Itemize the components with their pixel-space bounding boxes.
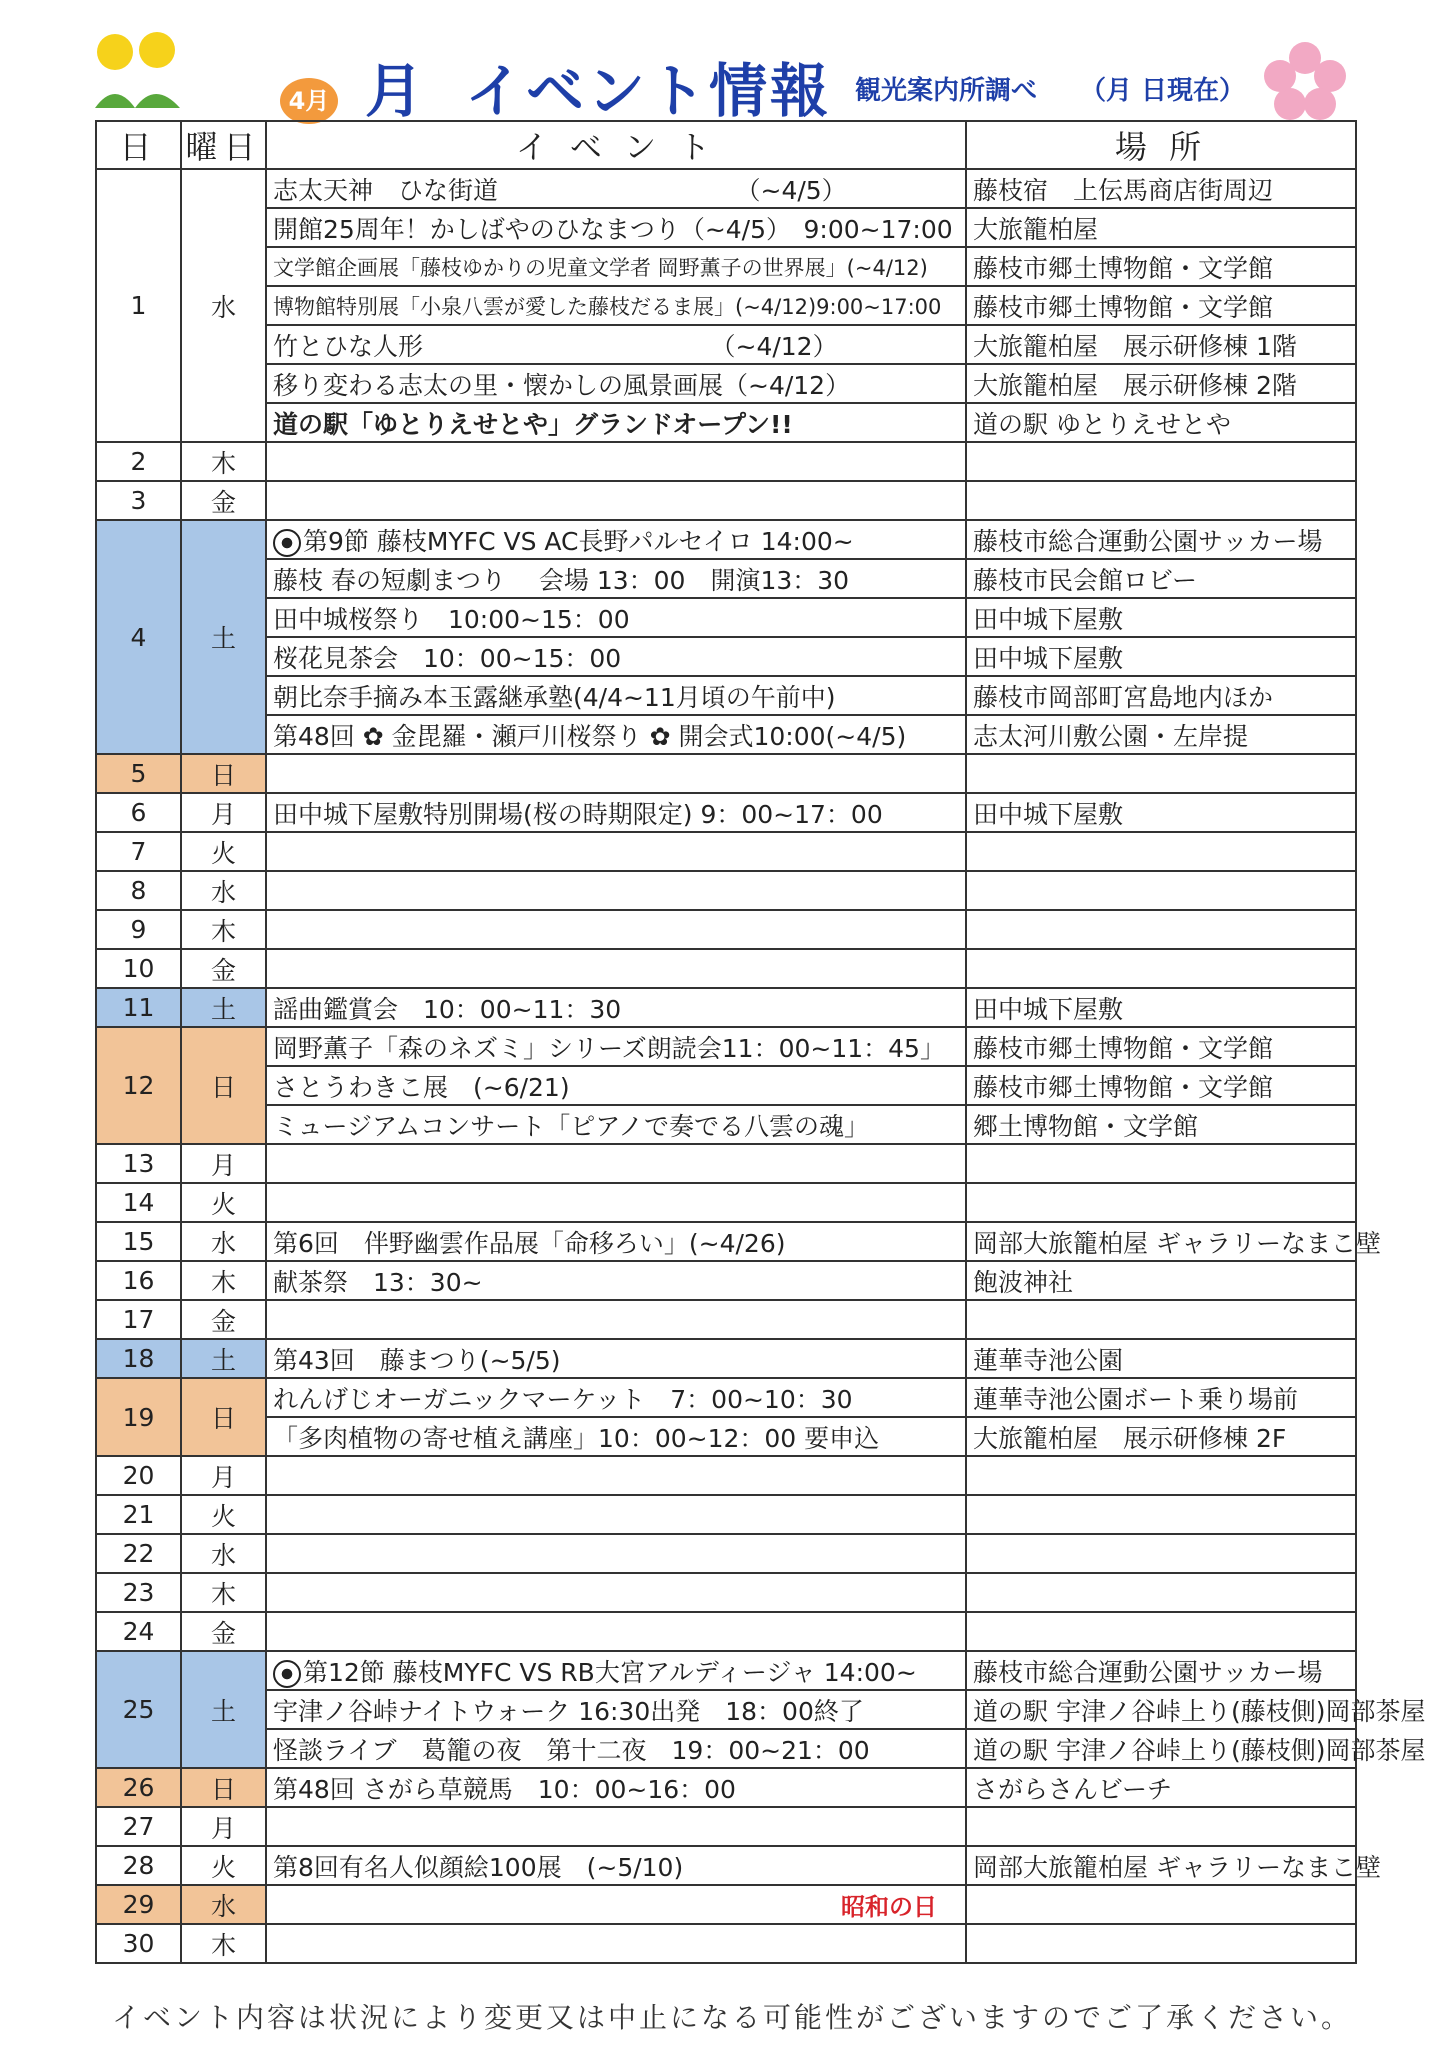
day-cell: 21 (96, 1495, 181, 1534)
event-cell (266, 1417, 966, 1456)
event-cell (266, 1144, 966, 1183)
day-cell: 19 (96, 1378, 181, 1456)
event-cell (266, 1378, 966, 1417)
event-cell (266, 754, 966, 793)
day-cell: 8 (96, 871, 181, 910)
place-cell (966, 910, 1356, 949)
day-cell: 26 (96, 1768, 181, 1807)
event-cell (266, 520, 966, 559)
day-cell: 10 (96, 949, 181, 988)
event-cell (266, 1066, 966, 1105)
day-cell: 20 (96, 1456, 181, 1495)
table-row (96, 1534, 1356, 1573)
event-cell (266, 1456, 966, 1495)
place-cell: 藤枝市総合運動公園サッカー場 (966, 520, 1356, 559)
col-event: イ ベ ン ト (266, 121, 966, 169)
event-text: 朝比奈手摘み本玉露継承塾(4/4~11月頃の午前中) (273, 682, 836, 712)
event-cell (266, 169, 966, 208)
place-cell: さがらさんビーチ (966, 1768, 1356, 1807)
place-cell: 田中城下屋敷 (966, 793, 1356, 832)
event-cell (266, 871, 966, 910)
weekday-cell: 木 (181, 1261, 266, 1300)
event-text: 岡野薫子「森のネズミ」シリーズ朗読会11：00~11：45」 (273, 1033, 945, 1063)
event-cell (266, 676, 966, 715)
weekday-cell: 金 (181, 1612, 266, 1651)
table-row (96, 1651, 1356, 1690)
weekday-cell: 火 (181, 1183, 266, 1222)
as-of-label: （月 日現在） (1080, 76, 1246, 106)
event-text: 第6回 伴野幽雲作品展「命移ろい」(~4/26) (273, 1228, 786, 1258)
weekday-cell: 土 (181, 1339, 266, 1378)
table-row (96, 1456, 1356, 1495)
weekday-cell: 月 (181, 1456, 266, 1495)
weekday-cell: 水 (181, 871, 266, 910)
place-cell (966, 832, 1356, 871)
dandelion-icon (85, 30, 195, 110)
event-text: ミュージアムコンサート「ピアノで奏でる八雲の魂」 (273, 1111, 870, 1141)
event-cell (266, 1768, 966, 1807)
table-row (96, 1924, 1356, 1963)
event-calendar-table (95, 120, 1426, 1964)
month-badge: 4月 (280, 78, 338, 124)
soccer-ball-icon (273, 529, 301, 557)
event-cell (266, 598, 966, 637)
day-cell: 22 (96, 1534, 181, 1573)
event-text: 博物館特別展「小泉八雲が愛した藤枝だるま展」(~4/12)9:00~17:00 (273, 294, 942, 319)
table-row (96, 1144, 1356, 1183)
event-text: 怪談ライブ 葛籠の夜 第十二夜 19：00~21：00 (273, 1735, 870, 1765)
table-row (96, 637, 1356, 676)
table-row (96, 169, 1356, 208)
table-row (96, 1417, 1356, 1456)
event-text: 藤枝 春の短劇まつり 会場 13：00 開演13：30 (273, 565, 850, 595)
place-cell (966, 871, 1356, 910)
place-cell: 郷土博物館・文学館 (966, 1105, 1356, 1144)
weekday-cell: 金 (181, 1300, 266, 1339)
page-title: イベント情報 (465, 57, 832, 125)
event-cell (266, 1495, 966, 1534)
table-row (96, 1027, 1356, 1066)
place-cell: 蓮華寺池公園 (966, 1339, 1356, 1378)
month-label: 月 (365, 57, 426, 125)
event-cell (266, 1339, 966, 1378)
weekday-cell: 水 (181, 1885, 266, 1924)
event-cell (266, 403, 966, 442)
event-cell (266, 1612, 966, 1651)
table-row (96, 1105, 1356, 1144)
day-cell: 6 (96, 793, 181, 832)
event-cell (266, 481, 966, 520)
weekday-cell: 月 (181, 1144, 266, 1183)
table-row (96, 403, 1356, 442)
place-cell: 藤枝市総合運動公園サッカー場 (966, 1651, 1356, 1690)
event-cell (266, 364, 966, 403)
place-cell: 道の駅 宇津ノ谷峠上り(藤枝側)岡部茶屋 (966, 1729, 1356, 1768)
weekday-cell: 金 (181, 949, 266, 988)
day-cell: 11 (96, 988, 181, 1027)
place-cell (966, 1807, 1356, 1846)
weekday-cell: 土 (181, 520, 266, 754)
event-text: 「多肉植物の寄せ植え講座」10：00~12：00 要申込 (273, 1423, 880, 1453)
place-cell: 藤枝宿 上伝馬商店街周辺 (966, 169, 1356, 208)
event-cell (266, 208, 966, 247)
place-cell (966, 754, 1356, 793)
table-row (96, 1729, 1356, 1768)
place-cell (966, 481, 1356, 520)
table-row (96, 793, 1356, 832)
place-cell: 大旅籠柏屋 展示研修棟 1階 (966, 325, 1356, 364)
day-cell: 5 (96, 754, 181, 793)
table-row (96, 1300, 1356, 1339)
event-cell (266, 1300, 966, 1339)
disclaimer: イベント内容は状況により変更又は中止になる可能性がございますのでご了承ください。 (112, 2001, 1353, 2034)
event-text: 第48回 ✿ 金毘羅・瀬戸川桜祭り ✿ 開会式10:00(~4/5) (273, 721, 907, 751)
table-row (96, 1612, 1356, 1651)
table-row (96, 520, 1356, 559)
table-row (96, 1690, 1356, 1729)
place-cell (966, 1534, 1356, 1573)
place-cell: 田中城下屋敷 (966, 637, 1356, 676)
event-text: 謡曲鑑賞会 10：00~11：30 (273, 994, 622, 1024)
place-cell: 志太河川敷公園・左岸提 (966, 715, 1356, 754)
day-cell: 30 (96, 1924, 181, 1963)
event-text: さとうわきこ展 (~6/21) (273, 1072, 570, 1102)
weekday-cell: 月 (181, 793, 266, 832)
place-cell: 岡部大旅籠柏屋 ギャラリーなまこ壁 (966, 1222, 1356, 1261)
table-row (96, 1573, 1356, 1612)
event-cell (266, 1105, 966, 1144)
event-cell (266, 910, 966, 949)
event-text: 第12節 藤枝MYFC VS RB大宮アルディージャ 14:00~ (303, 1657, 917, 1687)
event-cell (266, 1846, 966, 1885)
event-cell (266, 1885, 966, 1924)
weekday-cell: 土 (181, 988, 266, 1027)
event-text: 第8回有名人似顔絵100展 (~5/10) (273, 1852, 684, 1882)
event-cell (266, 949, 966, 988)
event-text: 第48回 さがら草競馬 10：00~16：00 (273, 1774, 736, 1804)
place-cell: 藤枝市郷土博物館・文学館 (966, 1066, 1356, 1105)
place-cell: 飽波神社 (966, 1261, 1356, 1300)
table-row (96, 1066, 1356, 1105)
weekday-cell: 日 (181, 754, 266, 793)
place-cell: 藤枝市郷土博物館・文学館 (966, 247, 1356, 286)
place-cell (966, 1885, 1356, 1924)
event-cell (266, 559, 966, 598)
table-row (96, 364, 1356, 403)
weekday-cell: 火 (181, 1846, 266, 1885)
weekday-cell: 金 (181, 481, 266, 520)
event-cell (266, 1027, 966, 1066)
place-cell: 田中城下屋敷 (966, 988, 1356, 1027)
place-cell: 大旅籠柏屋 (966, 208, 1356, 247)
event-cell (266, 988, 966, 1027)
weekday-cell: 火 (181, 832, 266, 871)
event-text: 第43回 藤まつり(~5/5) (273, 1345, 561, 1375)
table-row (96, 325, 1356, 364)
event-cell (266, 325, 966, 364)
event-text: 田中城桜祭り 10:00~15：00 (273, 604, 630, 634)
event-cell (266, 1261, 966, 1300)
col-weekday: 曜日 (181, 121, 266, 169)
event-cell (266, 442, 966, 481)
place-cell (966, 1495, 1356, 1534)
weekday-cell: 水 (181, 169, 266, 442)
event-cell (266, 715, 966, 754)
event-cell (266, 1651, 966, 1690)
weekday-cell: 日 (181, 1768, 266, 1807)
event-cell (266, 1807, 966, 1846)
table-row (96, 832, 1356, 871)
survey-label: 観光案内所調べ (855, 76, 1038, 106)
place-cell: 藤枝市民会館ロビー (966, 559, 1356, 598)
place-cell (966, 1612, 1356, 1651)
event-text: 田中城下屋敷特別開場(桜の時期限定) 9：00~17：00 (273, 799, 883, 829)
weekday-cell: 木 (181, 1573, 266, 1612)
event-cell (266, 1924, 966, 1963)
table-row (96, 208, 1356, 247)
place-cell: 岡部大旅籠柏屋 ギャラリーなまこ壁 (966, 1846, 1356, 1885)
table-row (96, 715, 1356, 754)
soccer-ball-icon (273, 1660, 301, 1688)
place-cell: 蓮華寺池公園ボート乗り場前 (966, 1378, 1356, 1417)
day-cell: 17 (96, 1300, 181, 1339)
weekday-cell: 水 (181, 1222, 266, 1261)
table-row (96, 286, 1356, 325)
page-header (95, 40, 1355, 125)
place-cell (966, 1300, 1356, 1339)
day-cell: 12 (96, 1027, 181, 1144)
table-row (96, 676, 1356, 715)
event-text: 宇津ノ谷峠ナイトウォーク 16:30出発 18：00終了 (273, 1696, 864, 1726)
event-text: 移り変わる志太の里・懐かしの風景画展（~4/12） (273, 370, 851, 400)
event-cell (266, 1183, 966, 1222)
weekday-cell: 木 (181, 1924, 266, 1963)
place-cell (966, 1924, 1356, 1963)
weekday-cell: 火 (181, 1495, 266, 1534)
place-cell: 藤枝市郷土博物館・文学館 (966, 1027, 1356, 1066)
event-cell (266, 637, 966, 676)
day-cell: 4 (96, 520, 181, 754)
event-text: 志太天神 ひな街道 （~4/5） (273, 175, 847, 205)
event-text: 道の駅「ゆとりえせとや」グランドオープン!! (273, 409, 793, 439)
place-cell (966, 1456, 1356, 1495)
event-text: 文学館企画展「藤枝ゆかりの児童文学者 岡野薫子の世界展」(~4/12) (273, 255, 928, 280)
place-cell (966, 1573, 1356, 1612)
table-row (96, 1495, 1356, 1534)
day-cell: 16 (96, 1261, 181, 1300)
event-cell (266, 286, 966, 325)
table-row (96, 1768, 1356, 1807)
table-row (96, 1846, 1356, 1885)
weekday-cell: 土 (181, 1651, 266, 1768)
table-row (96, 754, 1356, 793)
event-cell (266, 832, 966, 871)
day-cell: 24 (96, 1612, 181, 1651)
weekday-cell: 日 (181, 1027, 266, 1144)
day-cell: 25 (96, 1651, 181, 1768)
table-row (96, 442, 1356, 481)
table-row (96, 1222, 1356, 1261)
event-text: 第9節 藤枝MYFC VS AC長野パルセイロ 14:00~ (303, 526, 854, 556)
event-cell (266, 1729, 966, 1768)
day-cell: 1 (96, 169, 181, 442)
day-cell: 2 (96, 442, 181, 481)
day-cell: 28 (96, 1846, 181, 1885)
event-cell (266, 1222, 966, 1261)
col-day: 日 (96, 121, 181, 169)
event-cell (266, 1690, 966, 1729)
table-row (96, 1261, 1356, 1300)
event-text: れんげじオーガニックマーケット 7：00~10：30 (273, 1384, 853, 1414)
event-text: 桜花見茶会 10：00~15：00 (273, 643, 622, 673)
sakura-icon (1260, 40, 1350, 120)
place-cell: 田中城下屋敷 (966, 598, 1356, 637)
table-row (96, 988, 1356, 1027)
day-cell: 7 (96, 832, 181, 871)
event-cell (266, 1573, 966, 1612)
place-cell (966, 1183, 1356, 1222)
day-cell: 23 (96, 1573, 181, 1612)
table-row (96, 1807, 1356, 1846)
table-row (96, 871, 1356, 910)
place-cell: 大旅籠柏屋 展示研修棟 2F (966, 1417, 1356, 1456)
event-cell (266, 247, 966, 286)
day-cell: 27 (96, 1807, 181, 1846)
col-place: 場 所 (966, 121, 1356, 169)
weekday-cell: 木 (181, 442, 266, 481)
place-cell (966, 1144, 1356, 1183)
table-row (96, 598, 1356, 637)
day-cell: 29 (96, 1885, 181, 1924)
table-header-row (96, 121, 1356, 169)
place-cell: 藤枝市岡部町宮島地内ほか (966, 676, 1356, 715)
place-cell: 道の駅 ゆとりえせとや (966, 403, 1356, 442)
day-cell: 14 (96, 1183, 181, 1222)
event-text: 献茶祭 13：30~ (273, 1267, 483, 1297)
event-text: 開館25周年！かしばやのひなまつり（~4/5） 9:00~17:00 (273, 214, 953, 244)
place-cell (966, 442, 1356, 481)
event-cell (266, 1534, 966, 1573)
day-cell: 13 (96, 1144, 181, 1183)
table-row (96, 1378, 1356, 1417)
day-cell: 3 (96, 481, 181, 520)
place-cell: 大旅籠柏屋 展示研修棟 2階 (966, 364, 1356, 403)
place-cell: 藤枝市郷土博物館・文学館 (966, 286, 1356, 325)
table-row (96, 949, 1356, 988)
table-row (96, 1183, 1356, 1222)
weekday-cell: 月 (181, 1807, 266, 1846)
place-cell (966, 949, 1356, 988)
table-row (96, 559, 1356, 598)
table-row (96, 247, 1356, 286)
table-row (96, 481, 1356, 520)
place-cell: 道の駅 宇津ノ谷峠上り(藤枝側)岡部茶屋 (966, 1690, 1356, 1729)
day-cell: 15 (96, 1222, 181, 1261)
holiday-label: 昭和の日 (841, 1893, 937, 1921)
table-row (96, 1885, 1356, 1924)
day-cell: 9 (96, 910, 181, 949)
weekday-cell: 木 (181, 910, 266, 949)
weekday-cell: 水 (181, 1534, 266, 1573)
event-text: 竹とひな人形 （~4/12） (273, 331, 838, 361)
table-row (96, 1339, 1356, 1378)
event-cell (266, 793, 966, 832)
weekday-cell: 日 (181, 1378, 266, 1456)
day-cell: 18 (96, 1339, 181, 1378)
table-row (96, 910, 1356, 949)
